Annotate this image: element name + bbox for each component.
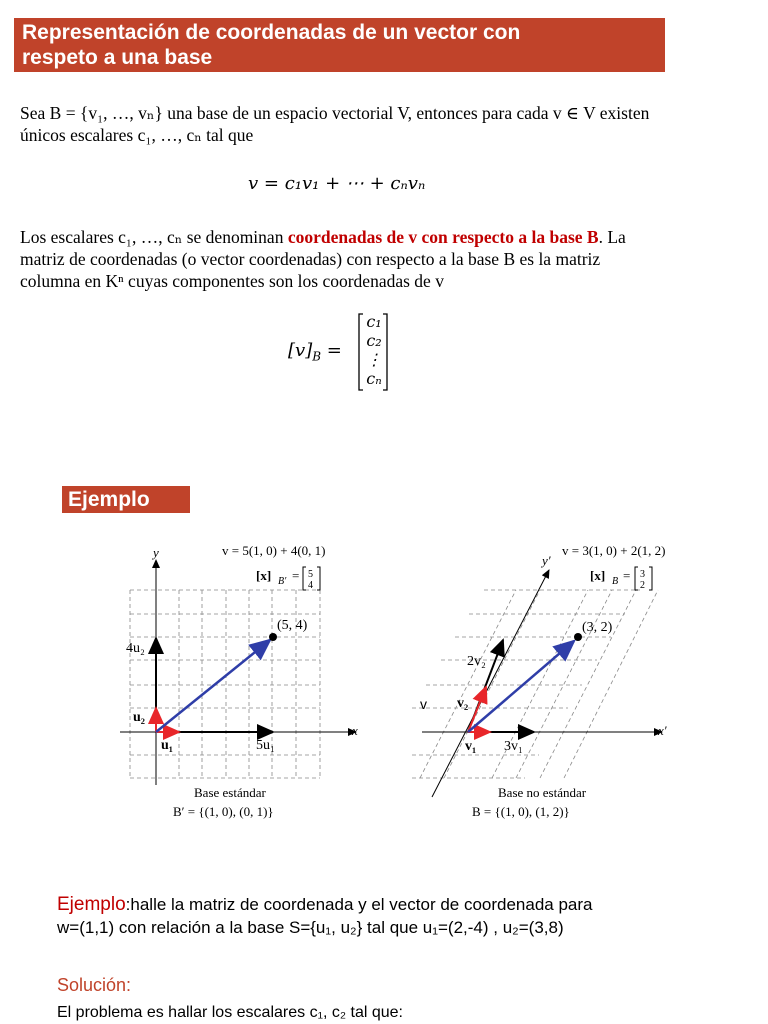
left-matrix-entry-2: 4 xyxy=(308,580,313,591)
problema-text: El problema es hallar los escalares c₁, c₂ tal que: xyxy=(57,1004,403,1021)
right-matrix-entry-2: 2 xyxy=(640,580,645,591)
point-marker xyxy=(269,633,277,641)
right-caption-1: Base no estándar xyxy=(498,785,587,800)
label-v-side: v xyxy=(420,696,427,712)
solucion-heading: Solución: xyxy=(57,975,132,995)
matrix-entry-4: cₙ xyxy=(366,369,382,388)
matrix-entry-2: c₂ xyxy=(366,331,382,350)
label-v2: v₂ xyxy=(457,696,469,711)
right-matrix-eq: = xyxy=(623,568,631,583)
y-prime-axis xyxy=(432,570,549,797)
vector-v xyxy=(156,640,270,732)
left-matrix-eq: = xyxy=(292,568,300,583)
x-axis-label: x xyxy=(352,723,358,738)
left-matrix-bracket-r xyxy=(317,567,320,590)
right-matrix-bracket-l xyxy=(635,567,638,590)
left-caption-1: Base estándar xyxy=(194,785,266,800)
example-text-1: :halle la matriz de coordenada y el vector de coordenada para xyxy=(125,895,593,914)
right-matrix-sub: B xyxy=(612,576,619,587)
label-5u1: 5u₁ xyxy=(256,738,275,753)
title-banner xyxy=(14,18,665,72)
coord-matrix-lhs xyxy=(288,340,342,364)
label-u1: u₁ xyxy=(161,738,173,753)
x-prime-label: x′ xyxy=(658,723,667,738)
right-matrix-bracket-r xyxy=(649,567,652,590)
definition-part1: Los escalares c₁, …, cₙ se denominan xyxy=(20,227,288,247)
right-caption-2: B = {(1, 0), (1, 2)} xyxy=(472,804,570,819)
label-u2: u₂ xyxy=(133,710,145,725)
title-line-2: respeto a una base xyxy=(22,46,213,69)
left-matrix-label: [x] xyxy=(256,568,272,583)
right-matrix-label: [x] xyxy=(590,568,606,583)
matrix-entry-3: ⋮ xyxy=(366,350,382,369)
label-4u2: 4u₂ xyxy=(126,641,145,656)
skewed-grid xyxy=(412,590,658,778)
right-point-label: (3, 2) xyxy=(582,620,613,635)
right-matrix-entry-1: 3 xyxy=(640,569,645,580)
label-v1: v₁ xyxy=(465,739,477,754)
linear-combination-equation: v = c₁v₁ + ⋯ + cₙvₙ xyxy=(248,173,426,194)
y-axis-label: y xyxy=(153,545,159,560)
left-caption-2: B′ = {(1, 0), (0, 1)} xyxy=(173,804,274,819)
point-marker-right xyxy=(574,633,582,641)
coord-matrix-subscript: B xyxy=(312,349,322,364)
left-matrix-entry-1: 5 xyxy=(308,569,313,580)
coord-matrix-column xyxy=(356,312,390,392)
example-line-1 xyxy=(57,893,717,916)
example-line-2: w=(1,1) con relación a la base S={u₁, u₂} tal que u₁=(2,-4) , u₂=(3,8) xyxy=(57,918,564,937)
left-point-label: (5, 4) xyxy=(277,618,308,633)
label-2v2: 2v₂ xyxy=(467,654,486,669)
coord-matrix-v: [v] xyxy=(288,340,313,361)
definition-part2: . La matriz de coordenadas (o vector coordenadas) con respecto a la base B es la matriz columna en Kⁿ cuyas componentes son los coordenadas de v xyxy=(20,227,626,291)
figure-standard-basis xyxy=(110,535,370,825)
title-line-1: Representación de coordenadas de un vector con xyxy=(22,21,521,44)
definition-paragraph xyxy=(20,226,660,292)
left-matrix-sub: B′ xyxy=(278,576,287,587)
coord-matrix-equals: = xyxy=(326,340,342,361)
right-equation: v = 3(1, 0) + 2(1, 2) xyxy=(562,543,666,558)
matrix-entry-1: c₁ xyxy=(366,312,382,331)
intro-paragraph: Sea B = {v₁, …, vₙ} una base de un espacio vectorial V, entonces para cada v ∈ V existen únicos escalares c₁, …, cₙ tal que xyxy=(20,103,650,145)
example-problem xyxy=(57,893,717,939)
label-3v1: 3v₁ xyxy=(504,739,523,754)
figure-nonstandard-basis xyxy=(412,535,702,825)
example-lead: Ejemplo xyxy=(57,894,126,915)
definition-highlight: coordenadas de v con respecto a la base B xyxy=(287,227,599,247)
left-equation: v = 5(1, 0) + 4(0, 1) xyxy=(222,543,326,558)
ejemplo-heading: Ejemplo xyxy=(62,486,190,513)
y-prime-label: y′ xyxy=(542,553,551,568)
left-matrix-bracket-l xyxy=(303,567,306,590)
